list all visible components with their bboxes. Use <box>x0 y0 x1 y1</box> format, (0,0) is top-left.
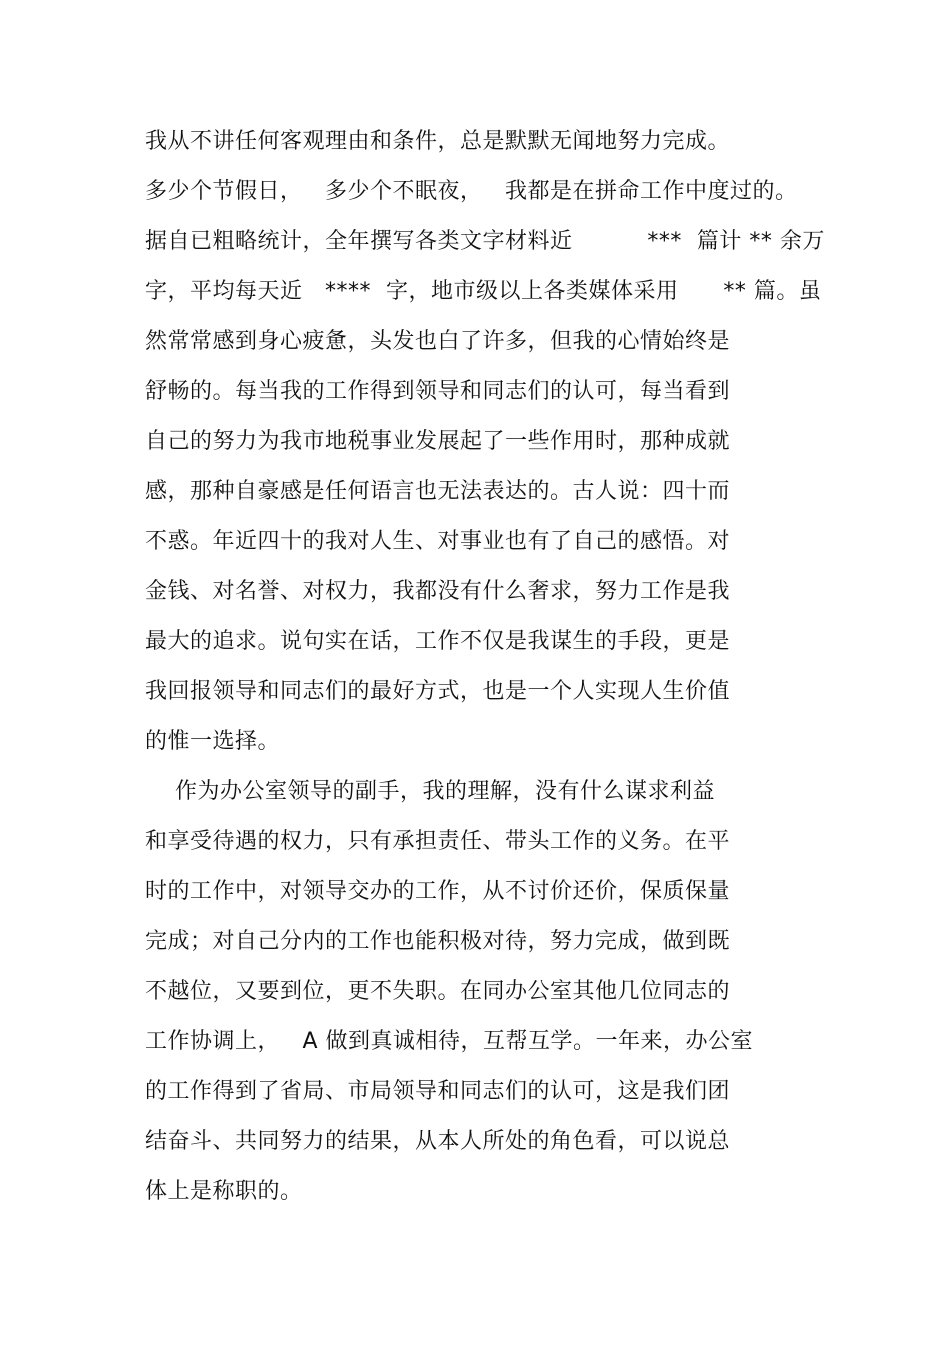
text-line: 金钱、对名誉、对权力，我都没有什么奢求，努力工作是我 <box>145 579 731 604</box>
text-line: 舒畅的。每当我的工作得到领导和同志们的认可，每当看到 <box>145 379 731 404</box>
text-line: 的惟一选择。 <box>145 729 281 754</box>
text-line: 作为办公室领导的副手，我的理解，没有什么谋求利益 <box>145 779 715 804</box>
text-line: 不惑。年近四十的我对人生、对事业也有了自己的感悟。对 <box>145 529 731 554</box>
text-line: 然常常感到身心疲惫，头发也白了许多，但我的心情始终是 <box>145 329 731 354</box>
text-line: 据自已粗略统计，全年撰写各类文字材料近 *** 篇计 ** 余万 <box>145 229 825 254</box>
text-line: 不越位，又要到位，更不失职。在同办公室其他几位同志的 <box>145 979 731 1004</box>
text-line: 时的工作中，对领导交办的工作，从不讨价还价，保质保量 <box>145 879 731 904</box>
text-line: 感，那种自豪感是任何语言也无法表达的。古人说：四十而 <box>145 479 731 504</box>
text-line: 我从不讲任何客观理由和条件，总是默默无闻地努力完成。 <box>145 129 731 154</box>
text-line: 完成；对自己分内的工作也能积极对待，努力完成，做到既 <box>145 929 731 954</box>
text-line: 最大的追求。说句实在话，工作不仅是我谋生的手段，更是 <box>145 629 731 654</box>
text-line: 和享受待遇的权力，只有承担责任、带头工作的义务。在平 <box>145 829 731 854</box>
text-line: 我回报领导和同志们的最好方式，也是一个人实现人生价值 <box>145 679 731 704</box>
text-line: 体上是称职的。 <box>145 1179 303 1204</box>
text-line: 字，平均每天近 **** 字，地市级以上各类媒体采用 ** 篇。虽 <box>145 279 822 304</box>
text-line: 工作协调上， A 做到真诚相待，互帮互学。一年来，办公室 <box>145 1029 754 1054</box>
text-line: 的工作得到了省局、市局领导和同志们的认可，这是我们团 <box>145 1079 731 1104</box>
text-line: 自己的努力为我市地税事业发展起了一些作用时，那种成就 <box>145 429 731 454</box>
text-line: 多少个节假日， 多少个不眠夜， 我都是在拼命工作中度过的。 <box>145 179 798 204</box>
text-line: 结奋斗、共同努力的结果，从本人所处的角色看，可以说总 <box>145 1129 731 1154</box>
